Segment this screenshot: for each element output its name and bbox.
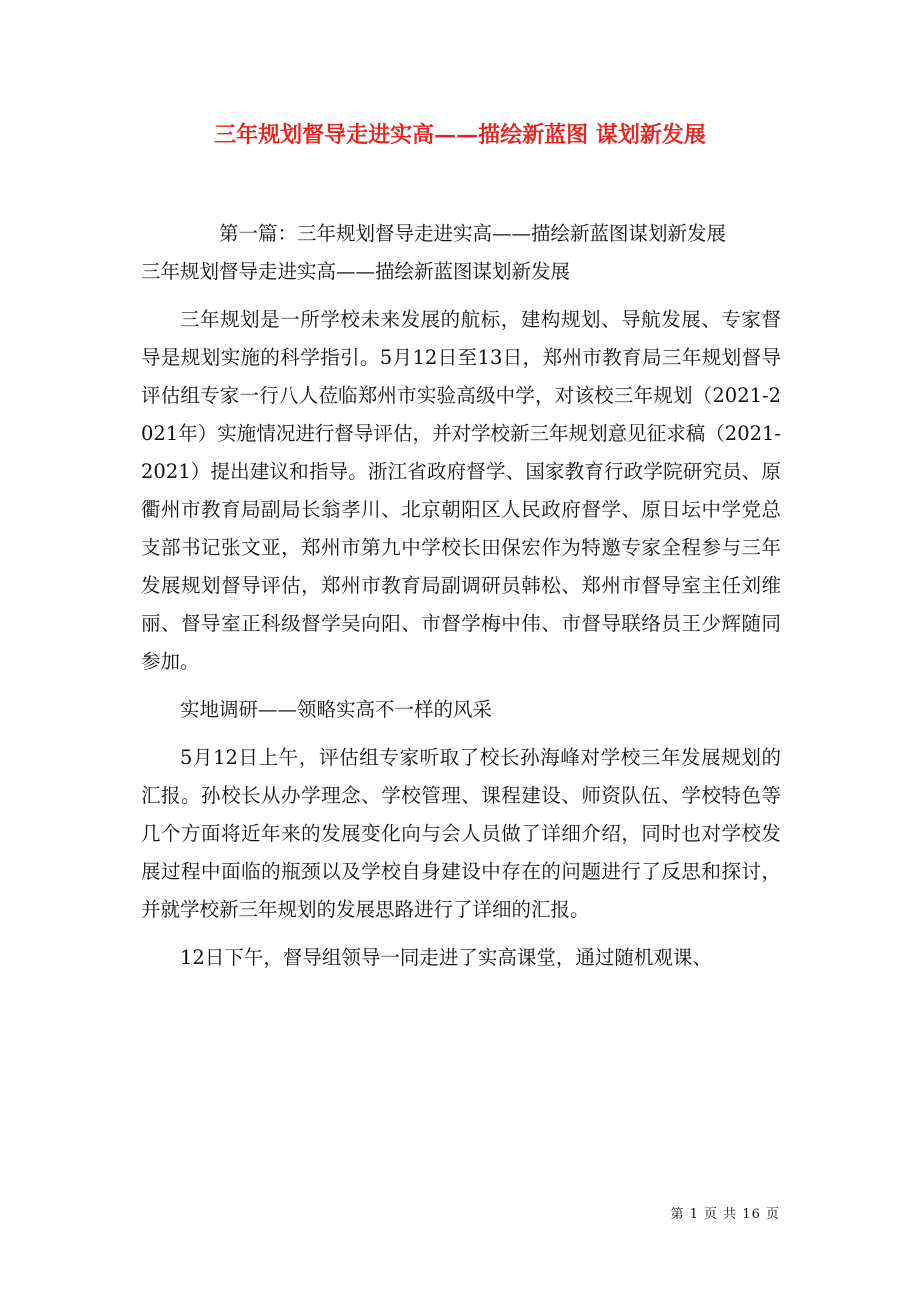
document-body xyxy=(141,215,781,987)
paragraph-afternoon: 12日下午，督导组领导一同走进了实高课堂，通过随机观课、 xyxy=(180,946,712,969)
paragraph-subtitle: 三年规划督导走进实高——描绘新蓝图谋划新发展 xyxy=(141,260,571,283)
document-title: 三年规划督导走进实高——描绘新蓝图 谋划新发展 xyxy=(214,122,706,148)
paragraph-morning: 5月12日上午，评估组专家听取了校长孙海峰对学校三年发展规划的汇报。孙校长从办学理念、学校管理、课程建设、师资队伍、学校特色等几个方面将近年来的发展变化向与会人员做了详细介绍，同时也对学校发展过程中面临的瓶颈以及学校自身建设中存在的问题进行了反思和探讨，并就学校新三年规划的发展思路进行了详细的汇报。 xyxy=(141,746,781,921)
paragraph-intro: 三年规划是一所学校未来发展的航标，建构规划、导航发展、专家督导是规划实施的科学指引。5月12日至13日，郑州市教育局三年规划督导评估组专家一行八人莅临郑州市实验高级中学，对该校三年规划（2021-2021年）实施情况进行督导评估，并对学校新三年规划意见征求稿（2021-2021）提出建议和指导。浙江省政府督学、国家教育行政学院研究员、原衢州市教育局副局长翁孝川、北京朝阳区人民政府督学、原日坛中学党总支部书记张文亚，郑州市第九中学校长田保宏作为特邀专家全程参与三年发展规划督导评估，郑州市教育局副调研员韩松、郑州市督导室主任刘维丽、督导室正科级督学吴向阳、市督学梅中伟、市督导联络员王少辉随同参加。 xyxy=(141,308,781,673)
page-number: 第 1 页 共 16 页 xyxy=(670,1207,780,1222)
paragraph-subheading: 实地调研——领略实高不一样的风采 xyxy=(180,698,493,721)
paragraph-section-heading: 第一篇：三年规划督导走进实高——描绘新蓝图谋划新发展 xyxy=(219,222,727,245)
